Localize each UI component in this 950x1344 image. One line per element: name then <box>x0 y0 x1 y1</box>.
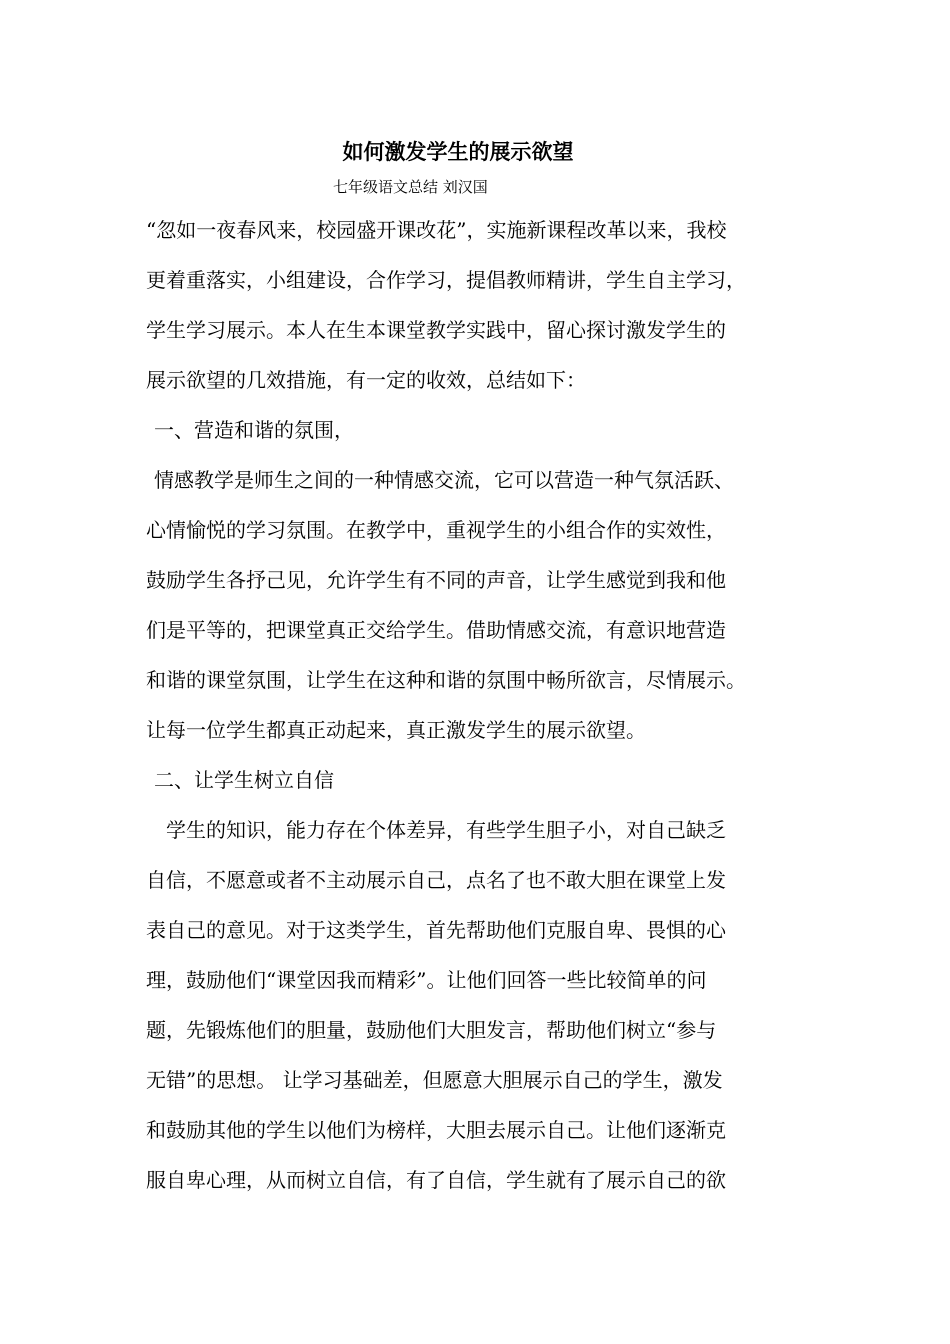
paragraph-line: “忽如一夜春风来，校园盛开课改花”，实施新课程改革以来，我校 <box>146 218 727 242</box>
paragraph-line: 无错”的思想。 让学习基础差，但愿意大胆展示自己的学生，激发 <box>146 1068 723 1092</box>
paragraph-line: 鼓励学生各抒己见，允许学生有不同的声音，让学生感觉到我和他 <box>146 568 726 592</box>
section-heading-1: 一、营造和谐的氛围， <box>154 418 354 442</box>
paragraph-line: 题，先锻炼他们的胆量，鼓励他们大胆发言，帮助他们树立“参与 <box>146 1018 717 1042</box>
paragraph-line: 展示欲望的几效措施，有一定的收效，总结如下： <box>146 368 586 392</box>
paragraph-line: 理，鼓励他们“课堂因我而精彩”。让他们回答一些比较简单的问 <box>146 968 707 992</box>
paragraph-line: 学生的知识，能力存在个体差异，有些学生胆子小，对自己缺乏 <box>166 818 726 842</box>
document-title: 如何激发学生的展示欲望 <box>342 139 574 164</box>
paragraph-line: 更着重落实，小组建设，合作学习，提倡教师精讲，学生自主学习， <box>146 268 746 292</box>
paragraph-line: 服自卑心理，从而树立自信，有了自信，学生就有了展示自己的欲 <box>146 1168 726 1192</box>
paragraph-line: 心情愉悦的学习氛围。在教学中，重视学生的小组合作的实效性， <box>146 518 726 542</box>
paragraph-line: 自信，不愿意或者不主动展示自己，点名了也不敢大胆在课堂上发 <box>146 868 726 892</box>
paragraph-line: 学生学习展示。本人在生本课堂教学实践中，留心探讨激发学生的 <box>146 318 726 342</box>
paragraph-line: 和鼓励其他的学生以他们为榜样，大胆去展示自己。让他们逐渐克 <box>146 1118 726 1142</box>
paragraph-line: 表自己的意见。对于这类学生，首先帮助他们克服自卑、畏惧的心 <box>146 918 726 942</box>
paragraph-line: 和谐的课堂氛围，让学生在这种和谐的氛围中畅所欲言，尽情展示。 <box>146 668 746 692</box>
document-body <box>146 205 836 1205</box>
paragraph-line: 情感教学是师生之间的一种情感交流，它可以营造一种气氛活跃、 <box>154 468 734 492</box>
section-heading-2: 二、让学生树立自信 <box>154 768 334 792</box>
paragraph-line: 们是平等的，把课堂真正交给学生。借助情感交流，有意识地营造 <box>146 618 726 642</box>
document-subtitle: 七年级语文总结 刘汉国 <box>333 178 488 196</box>
paragraph-line: 让每一位学生都真正动起来，真正激发学生的展示欲望。 <box>146 718 646 742</box>
